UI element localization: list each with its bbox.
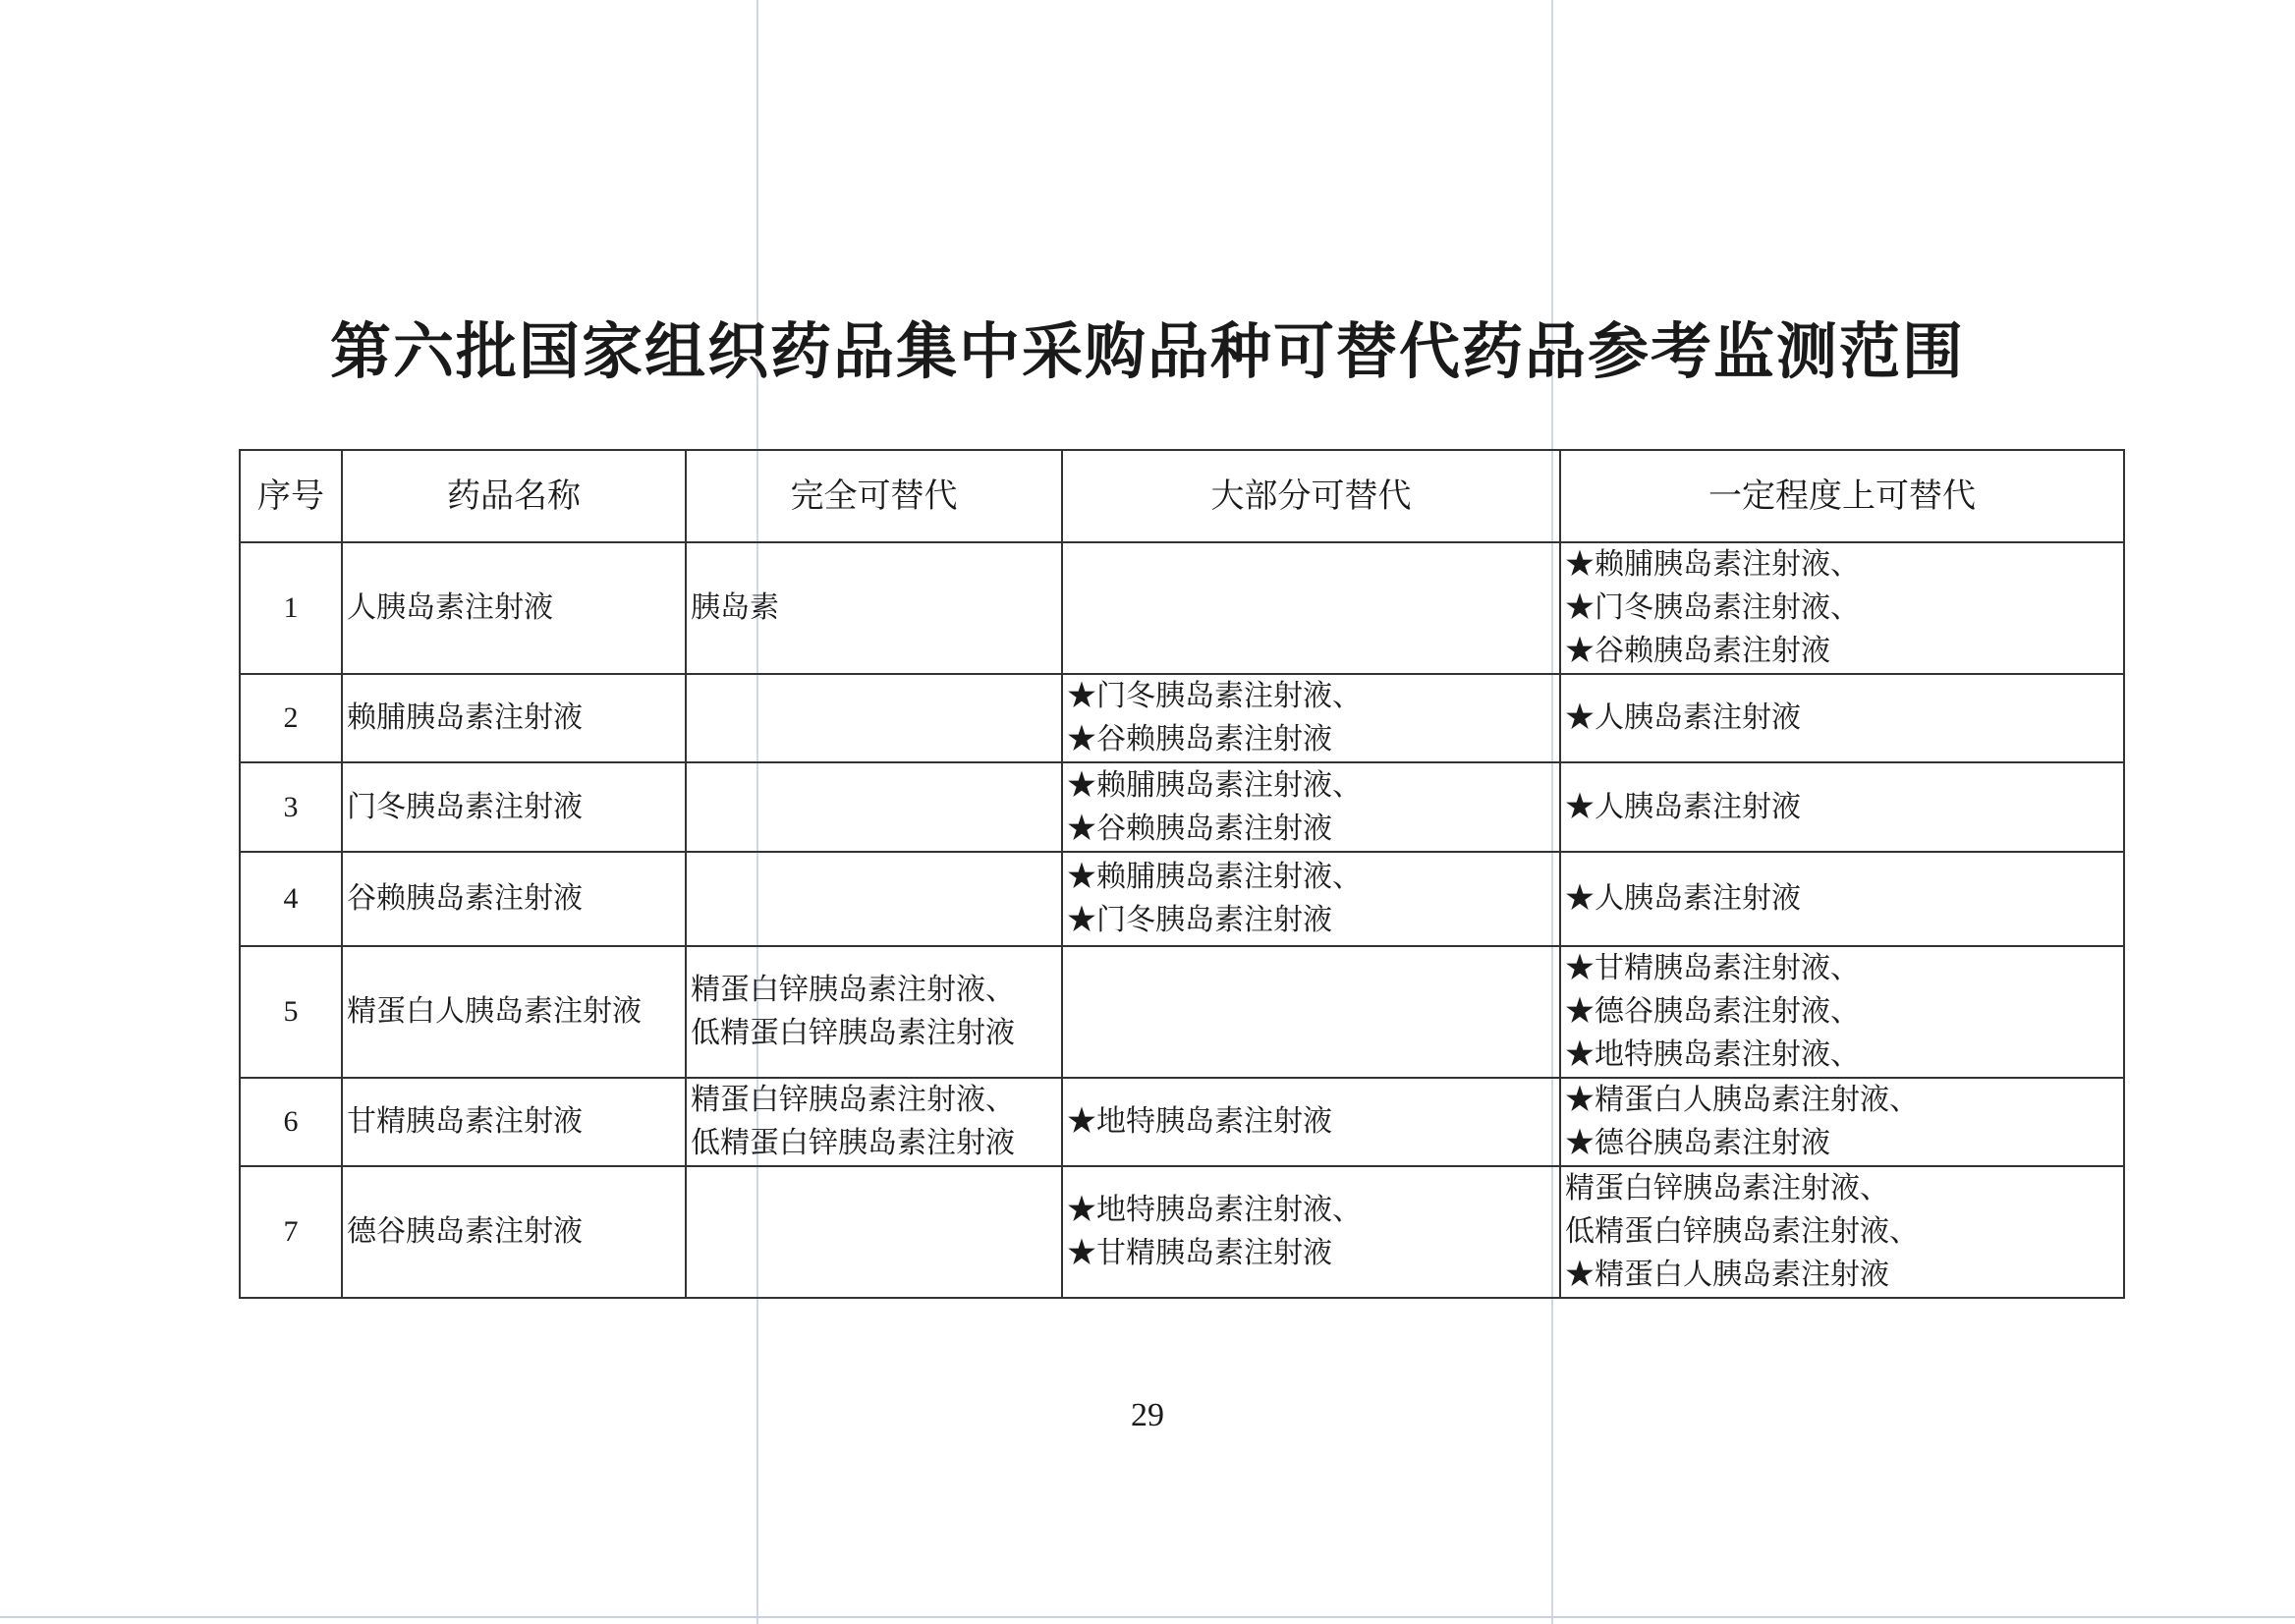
substitute-drug-table bbox=[239, 449, 2125, 1299]
row-serial-number: 5 bbox=[240, 946, 342, 1078]
page-title: 第六批国家组织药品集中采购品种可替代药品参考监测范围 bbox=[329, 315, 1965, 387]
row-serial-number: 4 bbox=[240, 852, 342, 946]
row-drug-name: 赖脯胰岛素注射液 bbox=[342, 674, 686, 762]
bottom-rule bbox=[0, 1616, 2295, 1618]
page-number: 29 bbox=[1131, 1397, 1164, 1433]
header-partially-substitutable: 一定程度上可替代 bbox=[1560, 450, 2124, 542]
table-header-row bbox=[240, 450, 2124, 542]
table-row bbox=[240, 1078, 2124, 1166]
row-serial-number: 7 bbox=[240, 1166, 342, 1298]
cell-mostly-substitutable bbox=[1062, 1166, 1560, 1298]
drug-entry: 精蛋白锌胰岛素注射液、 bbox=[691, 973, 1015, 1007]
header-serial-number: 序号 bbox=[240, 450, 342, 542]
cell-fully-substitutable bbox=[686, 674, 1062, 762]
cell-partially-substitutable bbox=[1560, 674, 2124, 762]
cell-fully-substitutable bbox=[686, 946, 1062, 1078]
drug-entry: ★地特胰岛素注射液、 bbox=[1067, 1193, 1362, 1227]
cell-mostly-substitutable bbox=[1062, 1078, 1560, 1166]
drug-entry: 胰岛素 bbox=[691, 590, 779, 625]
table-row bbox=[240, 762, 2124, 852]
row-drug-name: 甘精胰岛素注射液 bbox=[342, 1078, 686, 1166]
drug-entry: 低精蛋白锌胰岛素注射液、 bbox=[1565, 1214, 1919, 1249]
table-row bbox=[240, 946, 2124, 1078]
drug-entry: 低精蛋白锌胰岛素注射液 bbox=[691, 1016, 1015, 1050]
cell-partially-substitutable bbox=[1560, 762, 2124, 852]
cell-fully-substitutable bbox=[686, 1078, 1062, 1166]
drug-entry: ★德谷胰岛素注射液 bbox=[1565, 1126, 1830, 1160]
drug-entry: ★谷赖胰岛素注射液 bbox=[1565, 634, 1830, 668]
row-drug-name: 人胰岛素注射液 bbox=[342, 542, 686, 674]
table-body bbox=[240, 542, 2124, 1298]
cell-mostly-substitutable bbox=[1062, 542, 1560, 674]
cell-fully-substitutable bbox=[686, 852, 1062, 946]
drug-entry: ★赖脯胰岛素注射液、 bbox=[1067, 860, 1362, 894]
row-drug-name: 精蛋白人胰岛素注射液 bbox=[342, 946, 686, 1078]
row-serial-number: 2 bbox=[240, 674, 342, 762]
cell-mostly-substitutable bbox=[1062, 852, 1560, 946]
row-drug-name: 门冬胰岛素注射液 bbox=[342, 762, 686, 852]
table-row bbox=[240, 542, 2124, 674]
drug-entry: ★精蛋白人胰岛素注射液、 bbox=[1565, 1083, 1919, 1117]
drug-entry: ★谷赖胰岛素注射液 bbox=[1067, 722, 1332, 756]
row-drug-name: 谷赖胰岛素注射液 bbox=[342, 852, 686, 946]
drug-entry: ★德谷胰岛素注射液、 bbox=[1565, 994, 1860, 1029]
table-row bbox=[240, 674, 2124, 762]
drug-entry: ★谷赖胰岛素注射液 bbox=[1067, 811, 1332, 846]
drug-entry: ★赖脯胰岛素注射液、 bbox=[1565, 547, 1860, 582]
header-fully-substitutable: 完全可替代 bbox=[686, 450, 1062, 542]
cell-partially-substitutable bbox=[1560, 852, 2124, 946]
drug-entry: 精蛋白锌胰岛素注射液、 bbox=[1565, 1171, 1889, 1205]
row-drug-name: 德谷胰岛素注射液 bbox=[342, 1166, 686, 1298]
cell-partially-substitutable bbox=[1560, 946, 2124, 1078]
drug-entry: ★精蛋白人胰岛素注射液 bbox=[1565, 1258, 1889, 1292]
header-drug-name: 药品名称 bbox=[342, 450, 686, 542]
drug-entry: ★人胰岛素注射液 bbox=[1565, 789, 1801, 824]
cell-fully-substitutable bbox=[686, 542, 1062, 674]
drug-entry: ★甘精胰岛素注射液、 bbox=[1565, 951, 1860, 985]
row-serial-number: 6 bbox=[240, 1078, 342, 1166]
table-row bbox=[240, 1166, 2124, 1298]
cell-partially-substitutable bbox=[1560, 1078, 2124, 1166]
drug-entry: ★人胰岛素注射液 bbox=[1565, 700, 1801, 735]
drug-entry: 低精蛋白锌胰岛素注射液 bbox=[691, 1126, 1015, 1160]
cell-partially-substitutable bbox=[1560, 1166, 2124, 1298]
cell-mostly-substitutable bbox=[1062, 946, 1560, 1078]
drug-entry: ★地特胰岛素注射液、 bbox=[1565, 1037, 1860, 1072]
drug-entry: ★门冬胰岛素注射液、 bbox=[1067, 679, 1362, 713]
cell-mostly-substitutable bbox=[1062, 674, 1560, 762]
cell-fully-substitutable bbox=[686, 762, 1062, 852]
header-mostly-substitutable: 大部分可替代 bbox=[1062, 450, 1560, 542]
drug-entry: ★地特胰岛素注射液 bbox=[1067, 1104, 1332, 1139]
drug-entry: ★人胰岛素注射液 bbox=[1565, 881, 1801, 916]
drug-entry: ★赖脯胰岛素注射液、 bbox=[1067, 767, 1362, 803]
cell-partially-substitutable bbox=[1560, 542, 2124, 674]
drug-entry: ★甘精胰岛素注射液 bbox=[1067, 1236, 1332, 1270]
drug-entry: ★门冬胰岛素注射液、 bbox=[1565, 590, 1860, 625]
cell-fully-substitutable bbox=[686, 1166, 1062, 1298]
row-serial-number: 1 bbox=[240, 542, 342, 674]
drug-entry: ★门冬胰岛素注射液 bbox=[1067, 903, 1332, 937]
row-serial-number: 3 bbox=[240, 762, 342, 852]
table-row bbox=[240, 852, 2124, 946]
drug-entry: 精蛋白锌胰岛素注射液、 bbox=[691, 1083, 1015, 1117]
cell-mostly-substitutable bbox=[1062, 762, 1560, 852]
